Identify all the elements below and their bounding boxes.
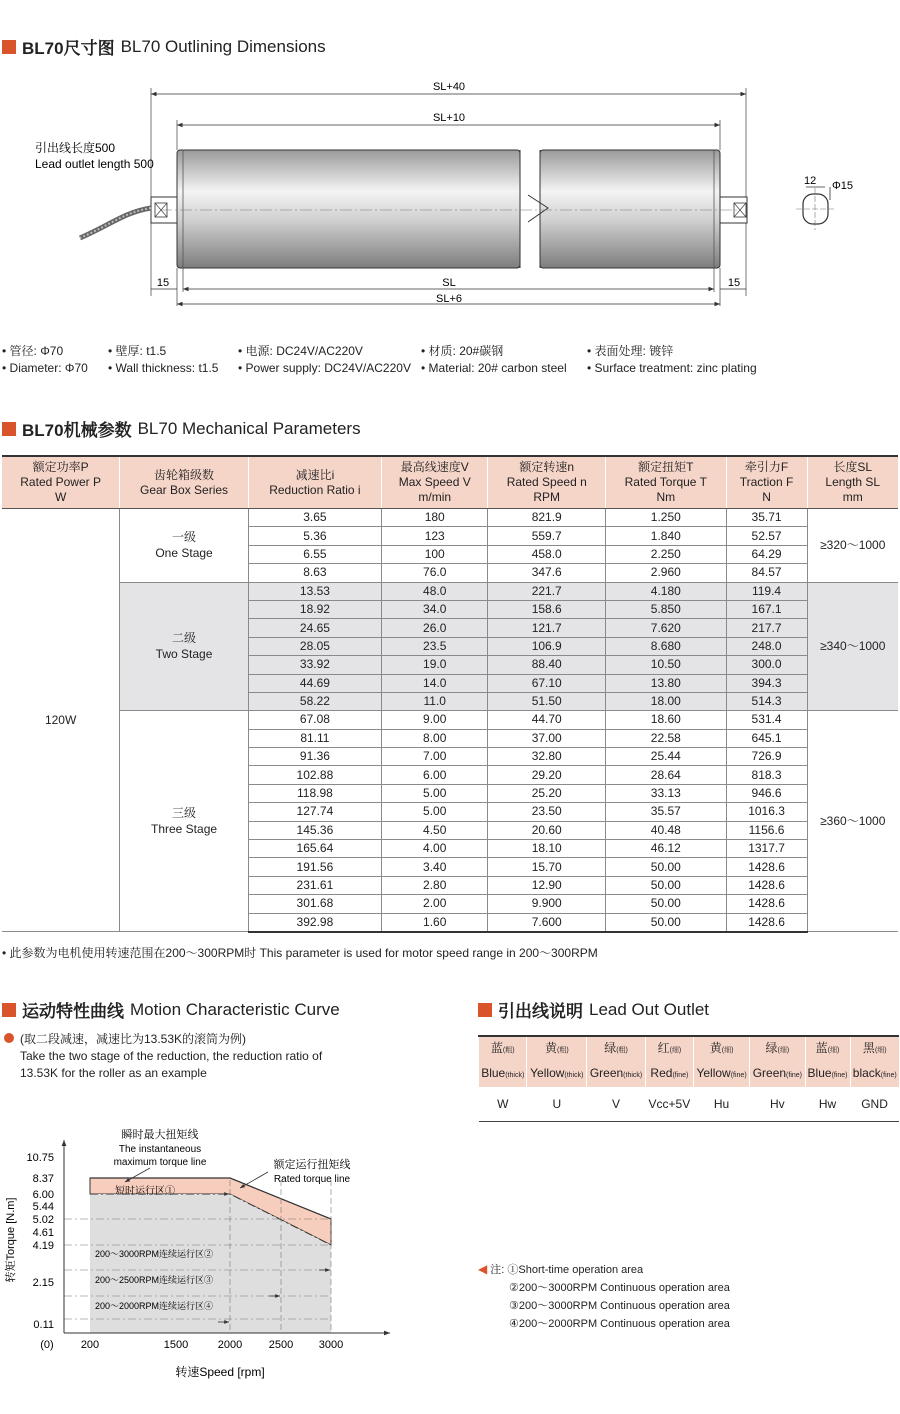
table-cell: 46.12 (605, 840, 726, 858)
length-cell: ≥360～1000 (807, 711, 898, 932)
table-cell: 392.98 (248, 913, 381, 932)
wire-color: 红 (657, 1041, 670, 1055)
table-cell: 2.00 (382, 895, 488, 913)
column-header (248, 456, 381, 509)
spec-power: • 电源: DC24V/AC220V • Power supply: DC24V/AC220V (238, 344, 411, 375)
x-tick-label: 3000 (318, 1339, 344, 1351)
table-cell: 33.13 (605, 784, 726, 802)
shaft-section-view (796, 175, 853, 230)
length-cell: ≥320～1000 (807, 509, 898, 583)
wire-color: 黑 (862, 1041, 875, 1055)
outlet-signal-row (479, 1087, 900, 1122)
wire-color-cn (693, 1036, 749, 1062)
outlet-color-cn-row (479, 1036, 900, 1062)
table-cell: 9.00 (382, 711, 488, 729)
table-cell: 24.65 (248, 619, 381, 637)
table-cell: 248.0 (726, 637, 807, 655)
table-cell: 81.11 (248, 729, 381, 747)
table-cell: 15.70 (488, 858, 606, 876)
table-cell: 44.69 (248, 674, 381, 692)
table-cell: 394.3 (726, 674, 807, 692)
table-cell: 2.960 (605, 564, 726, 582)
table-cell: 51.50 (488, 692, 606, 710)
column-header (807, 456, 898, 509)
table-cell: 52.57 (726, 527, 807, 545)
wire-gauge: (fine) (730, 1072, 747, 1079)
x-tick-label: 200 (80, 1339, 100, 1351)
table-cell: 121.7 (488, 619, 606, 637)
wire-gauge: (细) (777, 1047, 790, 1054)
table-cell: 18.60 (605, 711, 726, 729)
table-cell: 818.3 (726, 766, 807, 784)
table-cell: 18.10 (488, 840, 606, 858)
wire-color: Yellow (696, 1066, 731, 1080)
y-tick-label: 2.15 (32, 1277, 54, 1289)
header-cn: 长度SL (833, 460, 873, 474)
table-cell: 58.22 (248, 692, 381, 710)
table-cell: 84.57 (726, 564, 807, 582)
wire-color-en (805, 1062, 850, 1087)
wire-color-cn (587, 1036, 646, 1062)
table-row (2, 711, 898, 729)
table-cell: 23.5 (382, 637, 488, 655)
table-cell: 300.0 (726, 656, 807, 674)
header-en: Length SL (825, 475, 881, 489)
outlet-title-cn: 引出线说明 (498, 1002, 583, 1021)
table-cell: 8.00 (382, 729, 488, 747)
table-row (2, 582, 898, 600)
table-cell: 167.1 (726, 600, 807, 618)
dim-sl10: SL+10 (432, 112, 466, 124)
table-cell: 22.58 (605, 729, 726, 747)
table-cell: 123 (382, 527, 488, 545)
table-cell: 2.80 (382, 876, 488, 894)
lead-outlet-table (478, 1035, 899, 1122)
header-unit: mm (842, 490, 863, 504)
table-cell: 76.0 (382, 564, 488, 582)
table-cell: 102.88 (248, 766, 381, 784)
curve-title-en: Motion Characteristic Curve (130, 999, 340, 1019)
wire-color-cn (645, 1036, 693, 1062)
table-cell: 50.00 (605, 876, 726, 894)
wire-gauge: (粗) (616, 1047, 628, 1054)
stage-cn: 一级 (172, 530, 197, 545)
table-cell: 531.4 (726, 711, 807, 729)
wire-gauge: (细) (827, 1047, 840, 1054)
stage-label (120, 805, 248, 837)
header-unit: m/min (418, 490, 452, 504)
wire-color: Blue (481, 1066, 506, 1080)
header-unit: Nm (656, 490, 676, 504)
wire-signal: GND (850, 1087, 899, 1122)
table-cell: 217.7 (726, 619, 807, 637)
table-cell: 191.56 (248, 858, 381, 876)
table-cell: 5.850 (605, 600, 726, 618)
spec-surface: • 表面处理: 镀锌 • Surface treatment: zinc plating (587, 344, 757, 375)
y-tick-label: 6.00 (32, 1189, 54, 1201)
table-cell: 1428.6 (726, 913, 807, 932)
section-marker (2, 40, 16, 54)
table-cell: 1428.6 (726, 858, 807, 876)
table-cell: 50.00 (605, 895, 726, 913)
y-tick-label: 10.75 (26, 1152, 54, 1164)
header-cn: 齿轮箱级数 (154, 467, 215, 482)
table-cell: 50.00 (605, 913, 726, 932)
wire-color-en (645, 1062, 693, 1087)
table-cell: 7.600 (488, 913, 606, 932)
zone-4-label: 200～2000RPM连续运行区④ (95, 1301, 214, 1311)
spec-wall: • 壁厚: t1.5 • Wall thickness: t1.5 (108, 344, 219, 375)
table-cell: 1016.3 (726, 803, 807, 821)
rated-torque-label-cn: 额定运行扭矩线 (273, 1159, 351, 1171)
table-cell: 821.9 (488, 509, 606, 527)
table-cell: 40.48 (605, 821, 726, 839)
header-en: Rated Power P (20, 475, 101, 489)
max-torque-label-cn: 瞬时最大扭矩线 (121, 1129, 199, 1141)
roller-tube (160, 150, 740, 268)
table-cell: 35.57 (605, 803, 726, 821)
column-header (726, 456, 807, 509)
table-cell: 221.7 (488, 582, 606, 600)
dim-sl6: SL+6 (436, 293, 462, 305)
table-cell: 106.9 (488, 637, 606, 655)
table-cell: 1428.6 (726, 876, 807, 894)
wire-gauge: (fine) (880, 1072, 897, 1079)
wire-color-en (693, 1062, 749, 1087)
max-torque-label-en1: The instantaneous (118, 1144, 202, 1155)
table-cell: 28.05 (248, 637, 381, 655)
wire-signal: V (587, 1087, 646, 1122)
wire-color-cn (750, 1036, 805, 1062)
mech-title-cn: BL70机械参数 (22, 421, 132, 440)
bullet-icon (4, 1033, 14, 1043)
x-tick-label: 2000 (217, 1339, 243, 1351)
y-tick-label: 5.02 (32, 1214, 54, 1226)
wire-color: 黄 (544, 1041, 557, 1055)
length-cell: ≥340～1000 (807, 582, 898, 711)
dim-sl: SL (442, 277, 456, 289)
lead-length-en: Lead outlet length 500 (35, 157, 154, 171)
mech-title-en: BL70 Mechanical Parameters (137, 418, 361, 438)
wire-color: Red (650, 1066, 673, 1080)
dim-right-15: 15 (727, 277, 741, 289)
gear-stage-cell (120, 582, 249, 711)
table-cell: 33.92 (248, 656, 381, 674)
y-tick-label: 4.61 (32, 1227, 54, 1239)
wire-signal: Vcc+5V (645, 1087, 693, 1122)
table-cell: 14.0 (382, 674, 488, 692)
table-cell: 145.36 (248, 821, 381, 839)
table-cell: 118.98 (248, 784, 381, 802)
curve-legend: ◀ 注: ①Short-time operation area ②200～3000RPM Continuous operation area ③200～3000RPM Continuous operation area ④200～2000RPM Continuous operation area (478, 1262, 730, 1330)
wire-gauge: (fine) (831, 1072, 848, 1079)
wire-signal: U (527, 1087, 587, 1122)
wire-color: Green (752, 1066, 787, 1080)
table-cell: 48.0 (382, 582, 488, 600)
table-cell: 91.36 (248, 748, 381, 766)
table-cell: 180 (382, 509, 488, 527)
wire-gauge: (粗) (502, 1047, 515, 1054)
table-cell: 50.00 (605, 858, 726, 876)
table-cell: 4.50 (382, 821, 488, 839)
wire-color: 绿 (604, 1041, 617, 1055)
table-cell: 946.6 (726, 784, 807, 802)
wire-color-cn (805, 1036, 850, 1062)
table-cell: 44.70 (488, 711, 606, 729)
zone-3-label: 200～2500RPM连续运行区③ (95, 1275, 214, 1285)
table-cell: 726.9 (726, 748, 807, 766)
table-header-row (2, 456, 898, 509)
wire-gauge: (细) (874, 1047, 887, 1054)
table-cell: 26.0 (382, 619, 488, 637)
table-cell: 9.900 (488, 895, 606, 913)
stage-cn: 三级 (172, 806, 197, 821)
header-cn: 最高线速度V (400, 460, 469, 474)
table-cell: 100 (382, 545, 488, 563)
header-cn: 减速比i (295, 467, 335, 482)
dims-title-en: BL70 Outlining Dimensions (120, 36, 326, 56)
wire-gauge: (thick) (623, 1072, 643, 1079)
table-cell: 25.44 (605, 748, 726, 766)
table-cell: 28.64 (605, 766, 726, 784)
curve-section-title (2, 997, 340, 1022)
header-en: Traction F (739, 475, 794, 489)
x-tick-label: 1500 (163, 1339, 189, 1351)
table-cell: 10.50 (605, 656, 726, 674)
stage-label (120, 529, 248, 561)
table-cell: 5.36 (248, 527, 381, 545)
wire-gauge: (thick) (564, 1072, 584, 1079)
spec-material: • 材质: 20#碳钢 • Material: 20# carbon steel (421, 344, 567, 375)
wire-color-cn (850, 1036, 899, 1062)
table-cell: 6.00 (382, 766, 488, 784)
dim-shaft-15: Φ15 (832, 180, 854, 192)
y-tick-label: 4.19 (32, 1240, 54, 1252)
wire-color: 蓝 (815, 1041, 828, 1055)
section-marker (478, 1003, 492, 1017)
table-cell: 34.0 (382, 600, 488, 618)
y-tick-label: 5.44 (32, 1201, 54, 1213)
section-marker (2, 1003, 16, 1017)
zone-2-label: 200～3000RPM连续运行区② (95, 1249, 214, 1259)
table-cell: 3.65 (248, 509, 381, 527)
wire-signal: W (479, 1087, 527, 1122)
spec-diameter: • 管径: Φ70 • Diameter: Φ70 (2, 344, 88, 375)
y-tick-label: 0.11 (33, 1319, 54, 1331)
table-cell: 37.00 (488, 729, 606, 747)
column-header (605, 456, 726, 509)
column-header (488, 456, 606, 509)
dim-shaft-12: 12 (804, 175, 817, 187)
wire-color-en (850, 1062, 899, 1087)
header-unit: N (762, 490, 771, 504)
speed-range-note: • 此参数为电机使用转速范围在200～300RPM时 This parameter is used for motor speed range in 200～300RPM (2, 946, 598, 960)
table-cell: 6.55 (248, 545, 381, 563)
dim-sl40: SL+40 (432, 81, 466, 93)
table-cell: 5.00 (382, 784, 488, 802)
wire-gauge: (thick) (505, 1072, 525, 1079)
table-cell: 20.60 (488, 821, 606, 839)
header-cn: 牵引力F (744, 460, 789, 474)
table-cell: 25.20 (488, 784, 606, 802)
table-cell: 18.00 (605, 692, 726, 710)
column-header (382, 456, 488, 509)
stage-en: Two Stage (155, 647, 213, 662)
dims-title-cn: BL70尺寸图 (22, 39, 115, 58)
table-cell: 1.60 (382, 913, 488, 932)
table-row (2, 509, 898, 527)
table-cell: 18.92 (248, 600, 381, 618)
header-en: Max Speed V (398, 475, 471, 489)
outlet-color-en-row (479, 1062, 900, 1087)
wire-gauge: (fine) (786, 1072, 802, 1079)
wire-color-cn (479, 1036, 527, 1062)
header-cn: 额定功率P (32, 460, 89, 474)
wire-signal: Hw (805, 1087, 850, 1122)
stage-en: Three Stage (151, 822, 218, 837)
wire-color: 绿 (765, 1041, 778, 1055)
lead-length-cn: 引出线长度500 (35, 141, 116, 155)
mech-section-title (2, 416, 361, 441)
header-cn: 额定扭矩T (638, 460, 694, 474)
table-cell: 158.6 (488, 600, 606, 618)
table-cell: 35.71 (726, 509, 807, 527)
wire-color-en (479, 1062, 527, 1087)
table-cell: 19.0 (382, 656, 488, 674)
stage-en: One Stage (155, 546, 213, 561)
wire-gauge: (粗) (556, 1047, 569, 1054)
table-cell: 301.68 (248, 895, 381, 913)
rated-torque-label-en: Rated torque line (273, 1174, 351, 1185)
table-cell: 13.53 (248, 582, 381, 600)
triangle-icon: ◀ (478, 1262, 488, 1276)
header-en: Gear Box Series (140, 482, 229, 497)
wire-color-cn (527, 1036, 587, 1062)
table-cell: 32.80 (488, 748, 606, 766)
table-cell: 5.00 (382, 803, 488, 821)
header-unit: RPM (533, 490, 561, 504)
y-tick-label: 8.37 (32, 1173, 54, 1185)
stage-cn: 二级 (172, 631, 197, 646)
wire-gauge: (fine) (672, 1072, 689, 1079)
table-cell: 2.250 (605, 545, 726, 563)
max-torque-label-en2: maximum torque line (113, 1157, 207, 1168)
mechanical-parameters-table (2, 455, 898, 933)
table-cell: 64.29 (726, 545, 807, 563)
table-cell: 347.6 (488, 564, 606, 582)
outlet-section-title (478, 997, 709, 1022)
wire-color: Green (589, 1066, 624, 1080)
curve-title-cn: 运动特性曲线 (22, 1002, 124, 1021)
table-cell: 4.00 (382, 840, 488, 858)
table-cell: 231.61 (248, 876, 381, 894)
table-cell: 559.7 (488, 527, 606, 545)
header-en: Rated Speed n (506, 475, 587, 489)
table-cell: 7.00 (382, 748, 488, 766)
table-cell: 1.840 (605, 527, 726, 545)
wire-color: Yellow (530, 1066, 565, 1080)
wire-color: 黄 (709, 1041, 722, 1055)
outlet-title-en: Lead Out Outlet (589, 999, 710, 1019)
header-en: Rated Torque T (624, 475, 707, 489)
column-header (120, 456, 249, 509)
wire-gauge: (细) (669, 1047, 682, 1054)
wire-gauge: (细) (721, 1047, 734, 1054)
motion-characteristic-chart (0, 1120, 470, 1414)
table-cell: 23.50 (488, 803, 606, 821)
header-cn: 额定转速n (519, 460, 575, 474)
section-marker (2, 422, 16, 436)
table-cell: 8.63 (248, 564, 381, 582)
table-cell: 4.180 (605, 582, 726, 600)
wire-color-en (527, 1062, 587, 1087)
header-en: Reduction Ratio i (269, 482, 361, 497)
y-axis-label: 转矩Torque [N.m] (5, 1197, 17, 1283)
table-cell: 29.20 (488, 766, 606, 784)
wire-signal: Hv (750, 1087, 805, 1122)
curve-description: (取二段减速，减速比为13.53K的滚筒为例) Take the two stage of the reduction, the reduction ratio of 13.53K for the roller as an example (4, 1031, 344, 1082)
table-cell: 1317.7 (726, 840, 807, 858)
wire-color: 蓝 (490, 1041, 503, 1055)
wire-color: Blue (807, 1066, 832, 1080)
table-cell: 645.1 (726, 729, 807, 747)
wire-color-en (587, 1062, 646, 1087)
table-cell: 1156.6 (726, 821, 807, 839)
header-unit: W (54, 490, 67, 504)
table-cell: 3.40 (382, 858, 488, 876)
dims-section-title (2, 34, 326, 59)
table-cell: 165.64 (248, 840, 381, 858)
table-cell: 1428.6 (726, 895, 807, 913)
gear-stage-cell (120, 509, 249, 583)
outline-drawing (0, 70, 900, 322)
wire-color: black (852, 1066, 881, 1080)
table-cell: 12.90 (488, 876, 606, 894)
table-cell: 7.620 (605, 619, 726, 637)
wire-color-en (750, 1062, 805, 1087)
dim-left-15: 15 (156, 277, 170, 289)
x-tick-label: (0) (40, 1339, 54, 1351)
table-cell: 67.08 (248, 711, 381, 729)
table-cell: 8.680 (605, 637, 726, 655)
table-cell: 514.3 (726, 692, 807, 710)
table-cell: 67.10 (488, 674, 606, 692)
x-tick-label: 2500 (268, 1339, 294, 1351)
table-cell: 88.40 (488, 656, 606, 674)
stage-label (120, 630, 248, 662)
table-cell: 1.250 (605, 509, 726, 527)
zone-1-label: 短时运行区① (115, 1186, 175, 1197)
table-cell: 13.80 (605, 674, 726, 692)
wire-signal: Hu (693, 1087, 749, 1122)
x-axis-label: 转速Speed [rpm] (175, 1365, 265, 1379)
rated-power-cell: 120W (2, 509, 120, 932)
table-cell: 11.0 (382, 692, 488, 710)
table-cell: 458.0 (488, 545, 606, 563)
column-header (2, 456, 120, 509)
table-cell: 119.4 (726, 582, 807, 600)
table-cell: 127.74 (248, 803, 381, 821)
gear-stage-cell (120, 711, 249, 932)
